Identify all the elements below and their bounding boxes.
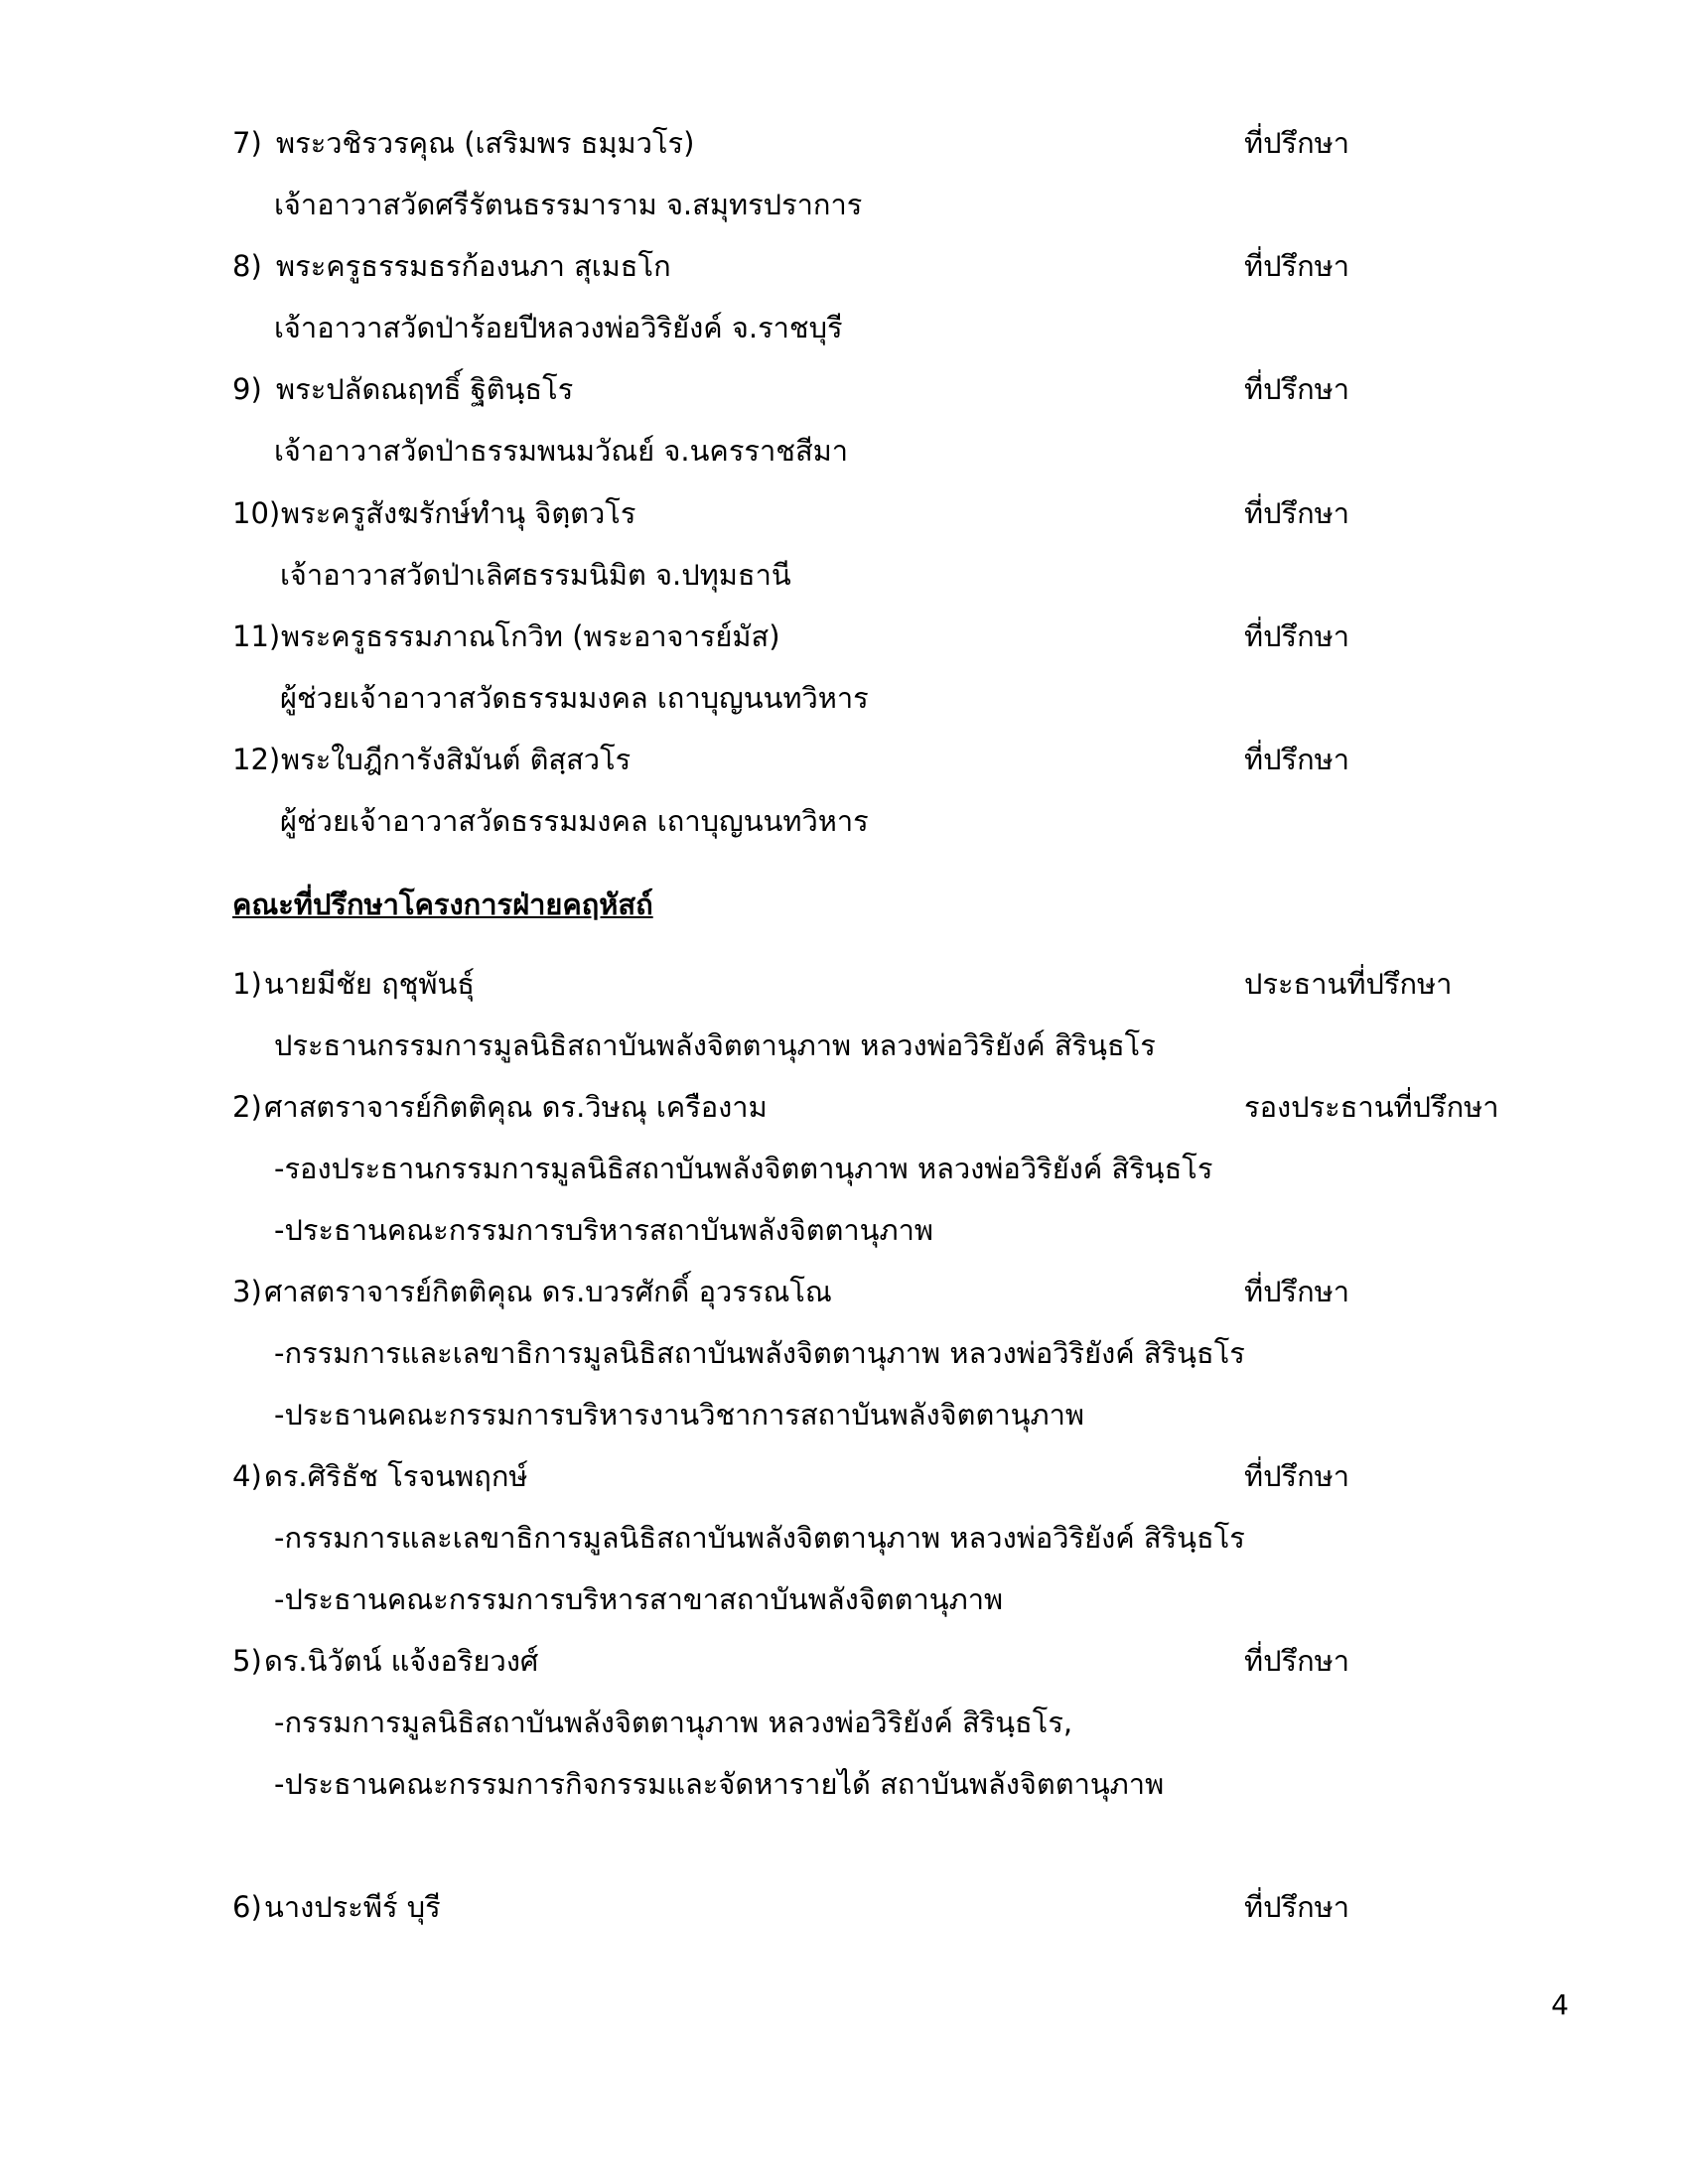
- advisor-detail: [0, 174, 1688, 235]
- advisor-detail: [0, 1138, 1688, 1199]
- detail-text: -ประธานคณะกรรมการกิจกรรมและจัดหารายได้ สถาบันพลังจิตตานุภาพ: [274, 1767, 1165, 1801]
- advisor-name: ดร.ศิริธัช โรจนพฤกษ์: [264, 1459, 528, 1493]
- advisor-name: ศาสตราจารย์กิตติคุณ ดร.วิษณุ เครืองาม: [264, 1090, 768, 1124]
- item-number: 6): [232, 1890, 262, 1924]
- detail-text: -ประธานคณะกรรมการบริหารงานวิชาการสถาบันพลังจิตตานุภาพ: [274, 1398, 1084, 1432]
- advisor-role: ที่ปรึกษา: [1244, 1275, 1350, 1308]
- item-number: 9): [232, 372, 262, 406]
- page-number: 4: [1551, 1988, 1569, 2021]
- advisor-row: [0, 1076, 1688, 1138]
- item-number: 7): [232, 126, 262, 160]
- advisor-name: พระครูสังฆรักษ์ทำนุ จิตฺตวโร: [281, 496, 636, 530]
- advisor-detail: [0, 790, 1688, 852]
- item-number: 2): [232, 1090, 262, 1124]
- detail-text: ผู้ช่วยเจ้าอาวาสวัดธรรมมงคล เถาบุญนนทวิหาร: [280, 804, 869, 838]
- advisor-role: ประธานที่ปรึกษา: [1244, 967, 1453, 1001]
- detail-text: -ประธานคณะกรรมการบริหารสาขาสถาบันพลังจิตตานุภาพ: [274, 1582, 1004, 1616]
- item-number: 5): [232, 1644, 262, 1678]
- advisor-name: ดร.นิวัตน์ แจ้งอริยวงศ์: [264, 1644, 539, 1678]
- detail-text: -กรรมการและเลขาธิการมูลนิธิสถาบันพลังจิตตานุภาพ หลวงพ่อวิริยังค์ สิรินฺธโร: [274, 1521, 1245, 1555]
- advisor-name: พระครูธรรมธรก้องนภา สุเมธโก: [276, 249, 671, 283]
- advisor-role: ที่ปรึกษา: [1244, 372, 1350, 406]
- detail-text: ประธานกรรมการมูลนิธิสถาบันพลังจิตตานุภาพ หลวงพ่อวิริยังค์ สิรินฺธโร: [274, 1028, 1156, 1062]
- advisor-detail: [0, 1753, 1688, 1815]
- advisor-detail: [0, 1199, 1688, 1261]
- advisor-row: [0, 1630, 1688, 1692]
- advisor-role: ที่ปรึกษา: [1244, 126, 1350, 160]
- advisor-detail: [0, 1507, 1688, 1569]
- advisor-detail: [0, 420, 1688, 481]
- detail-text: เจ้าอาวาสวัดศรีรัตนธรรมาราม จ.สมุทรปราการ: [274, 188, 863, 221]
- advisor-row: [0, 729, 1688, 790]
- advisor-role: ที่ปรึกษา: [1244, 496, 1350, 530]
- advisor-name: นางประพีร์ บุรี: [264, 1890, 441, 1924]
- detail-text: -ประธานคณะกรรมการบริหารสถาบันพลังจิตตานุภาพ: [274, 1213, 934, 1247]
- advisor-row: [0, 1876, 1688, 1938]
- advisor-role: ที่ปรึกษา: [1244, 1890, 1350, 1924]
- advisor-role: ที่ปรึกษา: [1244, 1459, 1350, 1493]
- advisor-name: นายมีชัย ฤชุพันธุ์: [264, 967, 475, 1001]
- advisor-row: [0, 235, 1688, 297]
- item-number: 8): [232, 249, 262, 283]
- detail-text: เจ้าอาวาสวัดป่าธรรมพนมวัณย์ จ.นครราชสีมา: [274, 434, 849, 468]
- advisor-name: พระปลัดณฤทธิ์ ฐิตินฺธโร: [276, 372, 574, 406]
- detail-text: -รองประธานกรรมการมูลนิธิสถาบันพลังจิตตานุภาพ หลวงพ่อวิริยังค์ สิรินฺธโร: [274, 1152, 1213, 1185]
- advisor-detail: [0, 297, 1688, 358]
- detail-text: ผู้ช่วยเจ้าอาวาสวัดธรรมมงคล เถาบุญนนทวิหาร: [280, 681, 869, 715]
- advisor-row: [0, 1261, 1688, 1322]
- advisor-role: ที่ปรึกษา: [1244, 619, 1350, 653]
- item-number: 10): [232, 496, 281, 530]
- detail-text: เจ้าอาวาสวัดป่าร้อยปีหลวงพ่อวิริยังค์ จ.ราชบุรี: [274, 311, 843, 344]
- detail-text: เจ้าอาวาสวัดป่าเลิศธรรมนิมิต จ.ปทุมธานี: [280, 558, 791, 592]
- advisor-detail: [0, 1015, 1688, 1076]
- item-number: 1): [232, 967, 262, 1001]
- advisor-role: รองประธานที่ปรึกษา: [1244, 1090, 1499, 1124]
- advisor-name: พระวชิรวรคุณ (เสริมพร ธมฺมวโร): [276, 126, 695, 160]
- item-number: 12): [232, 743, 281, 776]
- advisor-row: [0, 1445, 1688, 1507]
- advisor-detail: [0, 1569, 1688, 1630]
- advisor-detail: [0, 1692, 1688, 1753]
- advisor-role: ที่ปรึกษา: [1244, 1644, 1350, 1678]
- advisor-detail: [0, 544, 1688, 606]
- advisor-role: ที่ปรึกษา: [1244, 249, 1350, 283]
- advisor-row: [0, 953, 1688, 1015]
- advisor-row: [0, 358, 1688, 420]
- item-number: 11): [232, 619, 281, 653]
- advisor-name: ศาสตราจารย์กิตติคุณ ดร.บวรศักดิ์ อุวรรณโณ: [264, 1275, 832, 1308]
- detail-text: -กรรมการมูลนิธิสถาบันพลังจิตตานุภาพ หลวงพ่อวิริยังค์ สิรินฺธโร,: [274, 1706, 1073, 1739]
- detail-text: -กรรมการและเลขาธิการมูลนิธิสถาบันพลังจิตตานุภาพ หลวงพ่อวิริยังค์ สิรินฺธโร: [274, 1336, 1245, 1370]
- advisor-detail: [0, 1384, 1688, 1445]
- item-number: 4): [232, 1459, 262, 1493]
- section-heading: คณะที่ปรึกษาโครงการฝ่ายคฤหัสถ์: [232, 887, 653, 921]
- advisor-row: [0, 482, 1688, 544]
- advisor-role: ที่ปรึกษา: [1244, 743, 1350, 776]
- advisor-detail: [0, 667, 1688, 729]
- advisor-name: พระใบฎีการังสิมันต์ ติสฺสวโร: [281, 743, 632, 776]
- advisor-row: [0, 606, 1688, 667]
- advisor-row: [0, 112, 1688, 174]
- item-number: 3): [232, 1275, 262, 1308]
- advisor-detail: [0, 1322, 1688, 1384]
- advisor-name: พระครูธรรมภาณโกวิท (พระอาจารย์มัส): [281, 619, 780, 653]
